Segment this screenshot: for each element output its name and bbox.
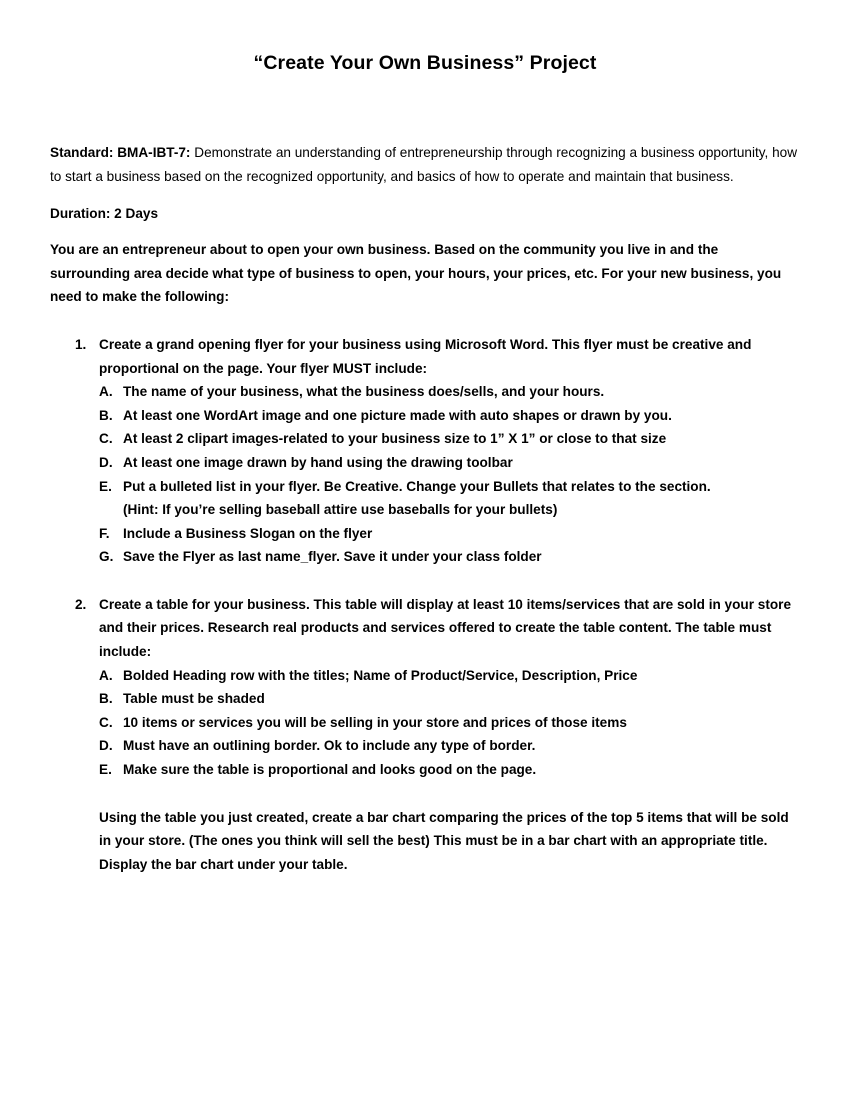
subitem-1f [50, 522, 800, 546]
document-body [0, 141, 850, 876]
intro-paragraph: You are an entrepreneur about to open your own business. Based on the community you live in and the surrounding area decide what type of business to open, your hours, your prices, etc. For your new business, you need to make the following: [50, 242, 782, 305]
page-title: “Create Your Own Business” Project [253, 52, 597, 74]
subitem-text-2d: Must have an outlining border. Ok to include any type of border. [123, 738, 536, 754]
subitem-1e-hint: (Hint: If you’re selling baseball attire use baseballs for your bullets) [123, 502, 558, 518]
subitem-text-1b: At least one WordArt image and one picture made with auto shapes or drawn by you. [123, 407, 672, 423]
subitem-text-2e: Make sure the table is proportional and looks good on the page. [123, 762, 537, 778]
subitem-2e [50, 758, 800, 782]
subitem-text-2c: 10 items or services you will be selling in your store and prices of those items [123, 714, 627, 730]
subitem-1d [50, 451, 800, 475]
task-item-1 [50, 333, 800, 380]
subitem-marker-2a: A. [99, 667, 113, 683]
subitem-text-1d: At least one image drawn by hand using the drawing toolbar [123, 454, 513, 470]
task-marker-2: 2. [75, 596, 87, 612]
subitem-text-1e: Put a bulleted list in your flyer. Be Creative. Change your Bullets that relates to the section. [123, 478, 711, 494]
subitem-1e [50, 475, 800, 522]
subitem-marker-1g: G. [99, 549, 114, 565]
task-1-subitems [50, 380, 800, 569]
trailing-gap [50, 782, 800, 806]
subitem-text-1a: The name of your business, what the business does/sells, and your hours. [123, 384, 605, 400]
subitem-text-1f: Include a Business Slogan on the flyer [123, 525, 373, 541]
task-item-2 [50, 593, 800, 664]
subitem-marker-2e: E. [99, 762, 112, 778]
standard-text: Demonstrate an understanding of entrepreneurship through recognizing a business opportunity, how to start a business based on the recognized opportunity, and basics of how to operate and maintain that business. [50, 145, 798, 184]
subitem-marker-2c: C. [99, 714, 113, 730]
subitem-1g [50, 545, 800, 569]
task-2-subitems [50, 664, 800, 782]
title-spacer [0, 75, 850, 141]
paragraph-gap-2 [50, 225, 800, 238]
subitem-marker-2b: B. [99, 691, 113, 707]
paragraph-gap-1 [50, 189, 800, 202]
bar-chart-paragraph: Using the table you just created, create a bar chart comparing the prices of the top 5 items that will be sold in your store. (The ones you think will sell the best) This must be in a bar chart with an appropriate title. Display the bar chart under your table. [99, 809, 789, 872]
subitem-text-2b: Table must be shaded [123, 691, 265, 707]
subitem-2b [50, 687, 800, 711]
subitem-text-1g: Save the Flyer as last name_flyer. Save it under your class folder [123, 549, 542, 565]
task-gap [50, 569, 800, 593]
subitem-marker-1f: F. [99, 525, 110, 541]
subitem-2c [50, 711, 800, 735]
subitem-2a [50, 664, 800, 688]
subitem-1c [50, 427, 800, 451]
subitem-1b [50, 404, 800, 428]
subitem-marker-1b: B. [99, 407, 113, 423]
subitem-text-2a: Bolded Heading row with the titles; Name of Product/Service, Description, Price [123, 667, 638, 683]
subitem-marker-1c: C. [99, 431, 113, 447]
task-text-1: Create a grand opening flyer for your business using Microsoft Word. This flyer must be creative and proportional on the page. Your flyer MUST include: [99, 336, 752, 376]
subitem-1a [50, 380, 800, 404]
standard-paragraph [50, 141, 800, 188]
subitem-text-1c: At least 2 clipart images-related to your business size to 1” X 1” or close to that size [123, 431, 667, 447]
subitem-marker-1a: A. [99, 384, 113, 400]
task-list [50, 333, 800, 876]
duration-paragraph: Duration: 2 Days [50, 205, 159, 221]
standard-label: Standard: BMA-IBT-7: [50, 145, 191, 161]
subitem-marker-1e: E. [99, 478, 112, 494]
task-marker-1: 1. [75, 336, 87, 352]
subitem-marker-1d: D. [99, 454, 113, 470]
subitem-2d [50, 734, 800, 758]
paragraph-gap-3 [50, 309, 800, 333]
subitem-marker-2d: D. [99, 738, 113, 754]
task-text-2: Create a table for your business. This table will display at least 10 items/services that are sold in your store and their prices. Research real products and services offered to create the table content. The table must include: [99, 596, 792, 660]
